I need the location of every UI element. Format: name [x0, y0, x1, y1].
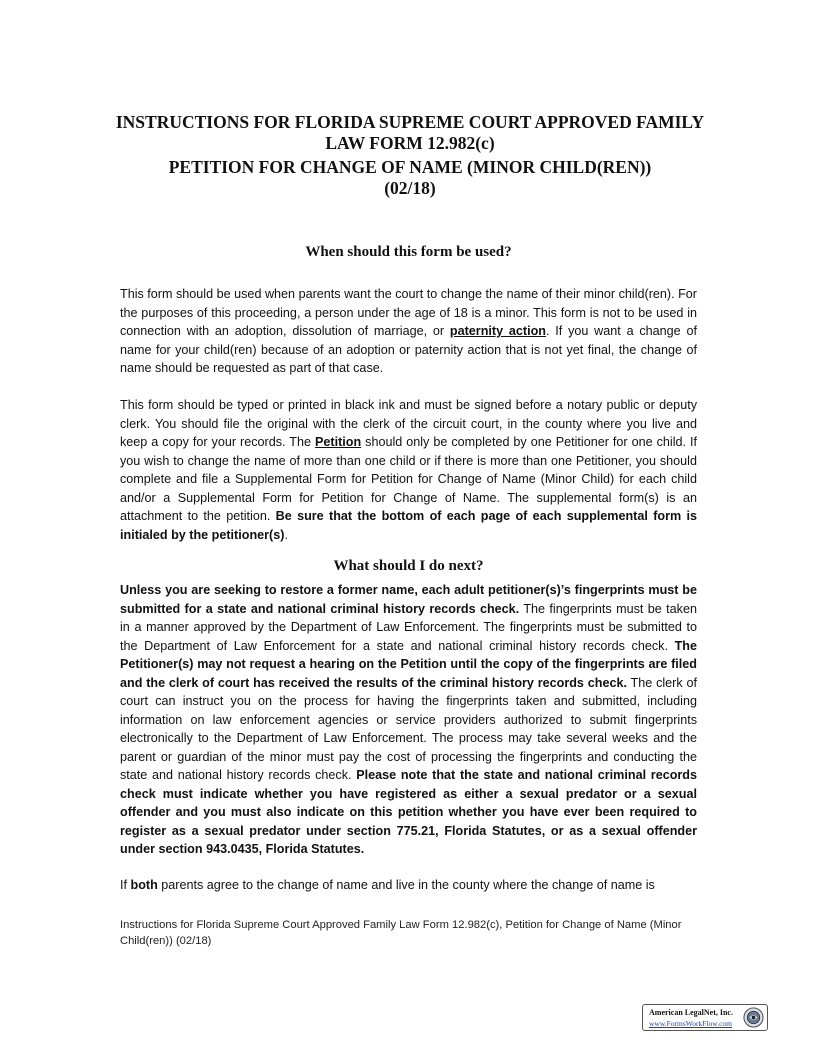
title-line-4: (02/18) [384, 178, 436, 198]
paragraph-both-parents [120, 876, 697, 895]
paragraph-form-usage [120, 285, 697, 378]
text-run: parents agree to the change of name and live in the county where the change of name is [157, 878, 655, 892]
bold-run: Be sure that the bottom of each page of each supplemental form is initialed by the petitioner(s) [120, 509, 697, 542]
text-run: This form should be typed or printed in black ink and must be signed before a notary public or deputy clerk. You should file the original with the clerk of the circuit court, in the county where you live and keep a copy for your records. The [120, 398, 697, 449]
paternity-action-link[interactable]: paternity action [449, 324, 546, 338]
bold-run: The Petitioner(s) may not request a hearing on the Petition until the copy of the fingerprints are filed and the clerk of court has received the results of the criminal history records check. [120, 638, 697, 690]
title-line-3: PETITION FOR CHANGE OF NAME (MINOR CHILD(REN)) [168, 157, 652, 177]
text-run: The fingerprints must be taken in a manner approved by the Department of Law Enforcement. The fingerprints must be submitted to the Department of Law Enforcement for a state and national criminal history records check. [120, 601, 697, 653]
american-legalnet-logo[interactable] [642, 1004, 768, 1031]
text-run: . If you want a change of name for your child(ren) because of an adoption or paternity action that is not yet final, the change of name should be requested as part of that case. [120, 324, 697, 375]
globe-seal-icon [743, 1007, 764, 1028]
text-run: The clerk of court can instruct you on the process for having the fingerprints taken and submitted, including information on law enforcement agencies or service providers authorized to submit fingerprints electronically to the Department of Law Enforcement. The process may take several weeks and the parent or guardian of the minor must pay the cost of processing the fingerprints and conducting the state and national history records check. [120, 675, 697, 782]
text-run: This form should be used when parents want the court to change the name of their minor child(ren). For the purposes of this proceeding, a person under the age of 18 is a minor. This form is not to be used in connection with an adoption, dissolution of marriage, or [120, 287, 697, 338]
bold-run: Please note that the state and national criminal records check must indicate whether you have registered as either a sexual predator or a sexual offender and you must also indicate on this petition whether you have ever been required to register as a sexual predator under section 775.21, Florida Statutes, or as a sexual offender under section 943.0435, Florida Statutes. [120, 768, 697, 856]
paragraph-filing [120, 396, 697, 544]
bold-run: Unless you are seeking to restore a former name, each adult petitioner(s)’s fingerprints must be submitted for a state and national criminal history records check. [120, 583, 697, 616]
logo-name: American LegalNet, Inc. [649, 1008, 733, 1017]
section-heading-next: What should I do next? [333, 558, 484, 574]
logo-url-link[interactable]: www.FormsWorkFlow.com [649, 1019, 733, 1028]
page-footer: Instructions for Florida Supreme Court Approved Family Law Form 12.982(c), Petition for Change of Name (Minor Child(ren)) (02/18) [120, 919, 682, 947]
bold-run: both [130, 878, 158, 892]
petition-link[interactable]: Petition [314, 435, 362, 449]
text-run: If [120, 878, 131, 892]
paragraph-fingerprints [120, 581, 697, 859]
text-run: should only be completed by one Petitioner for one child. If you wish to change the name of more than one child or if there is more than one Petitioner, you should complete and file a Supplemental Form for Petition for Change of Name (Minor Child) for each child and/or a Supplemental Form for Petition for Change of Name. The supplemental form(s) is an attachment to the petition. [120, 435, 697, 523]
document-title [110, 112, 710, 199]
title-line-2: LAW FORM 12.982(c) [325, 133, 495, 153]
text-run: . [284, 527, 288, 542]
title-line-1: INSTRUCTIONS FOR FLORIDA SUPREME COURT APPROVED FAMILY [115, 112, 705, 132]
section-heading-when: When should this form be used? [305, 244, 512, 260]
